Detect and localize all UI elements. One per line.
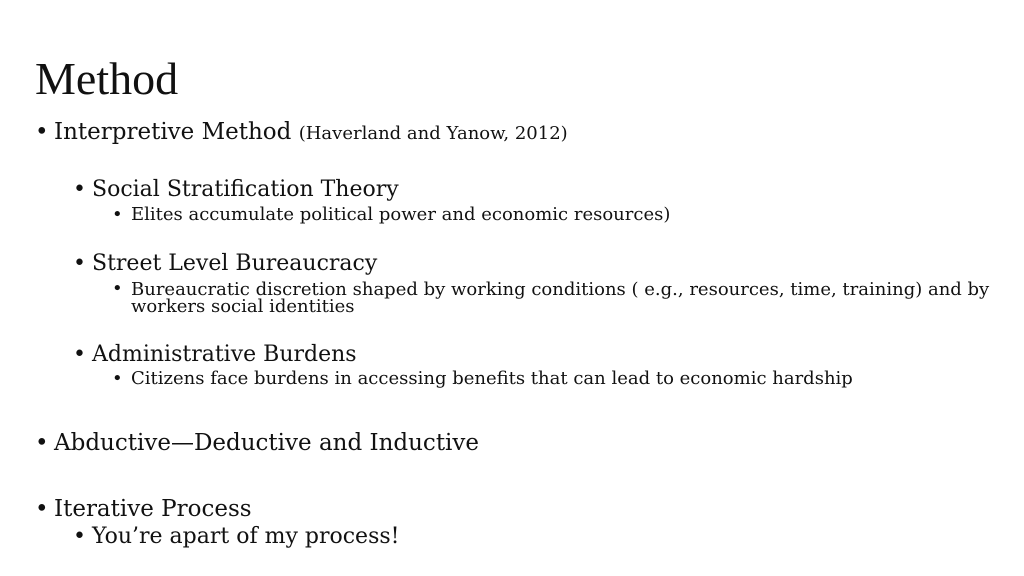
sub-bullet-text: Citizens face burdens in accessing benefits that can lead to economic hardship bbox=[131, 368, 853, 389]
sub-bullet-text: Bureaucratic discretion shaped by working conditions ( e.g., resources, time, training) and by workers social identities bbox=[131, 279, 990, 317]
bullet-dot-icon: • bbox=[35, 119, 49, 145]
bullet-dot-icon: • bbox=[73, 251, 86, 276]
bullet-dot-icon: • bbox=[112, 368, 123, 389]
sub-bullet-text: You’re apart of my process! bbox=[92, 524, 400, 549]
bullet-dot-icon: • bbox=[112, 278, 123, 299]
bullet-label: Interpretive Method bbox=[54, 119, 292, 145]
bullet-dot-icon: • bbox=[73, 524, 86, 549]
bullet-label: Street Level Bureaucracy bbox=[92, 251, 378, 276]
bullet-dot-icon: • bbox=[73, 342, 86, 367]
bullet-label: Social Stratification Theory bbox=[92, 177, 399, 202]
bullet-dot-icon: • bbox=[35, 496, 49, 522]
bullet-dot-icon: • bbox=[73, 177, 86, 202]
slide-title: Method bbox=[35, 53, 179, 104]
bullet-dot-icon: • bbox=[35, 430, 49, 456]
sub-bullet-text: Elites accumulate political power and economic resources) bbox=[131, 204, 671, 225]
bullet-dot-icon: • bbox=[112, 204, 123, 225]
bullet-label: Iterative Process bbox=[54, 496, 252, 522]
bullet-label: Abductive—Deductive and Inductive bbox=[54, 430, 480, 456]
bullet-label: Administrative Burdens bbox=[92, 342, 357, 367]
citation-text: (Haverland and Yanow, 2012) bbox=[298, 123, 568, 144]
